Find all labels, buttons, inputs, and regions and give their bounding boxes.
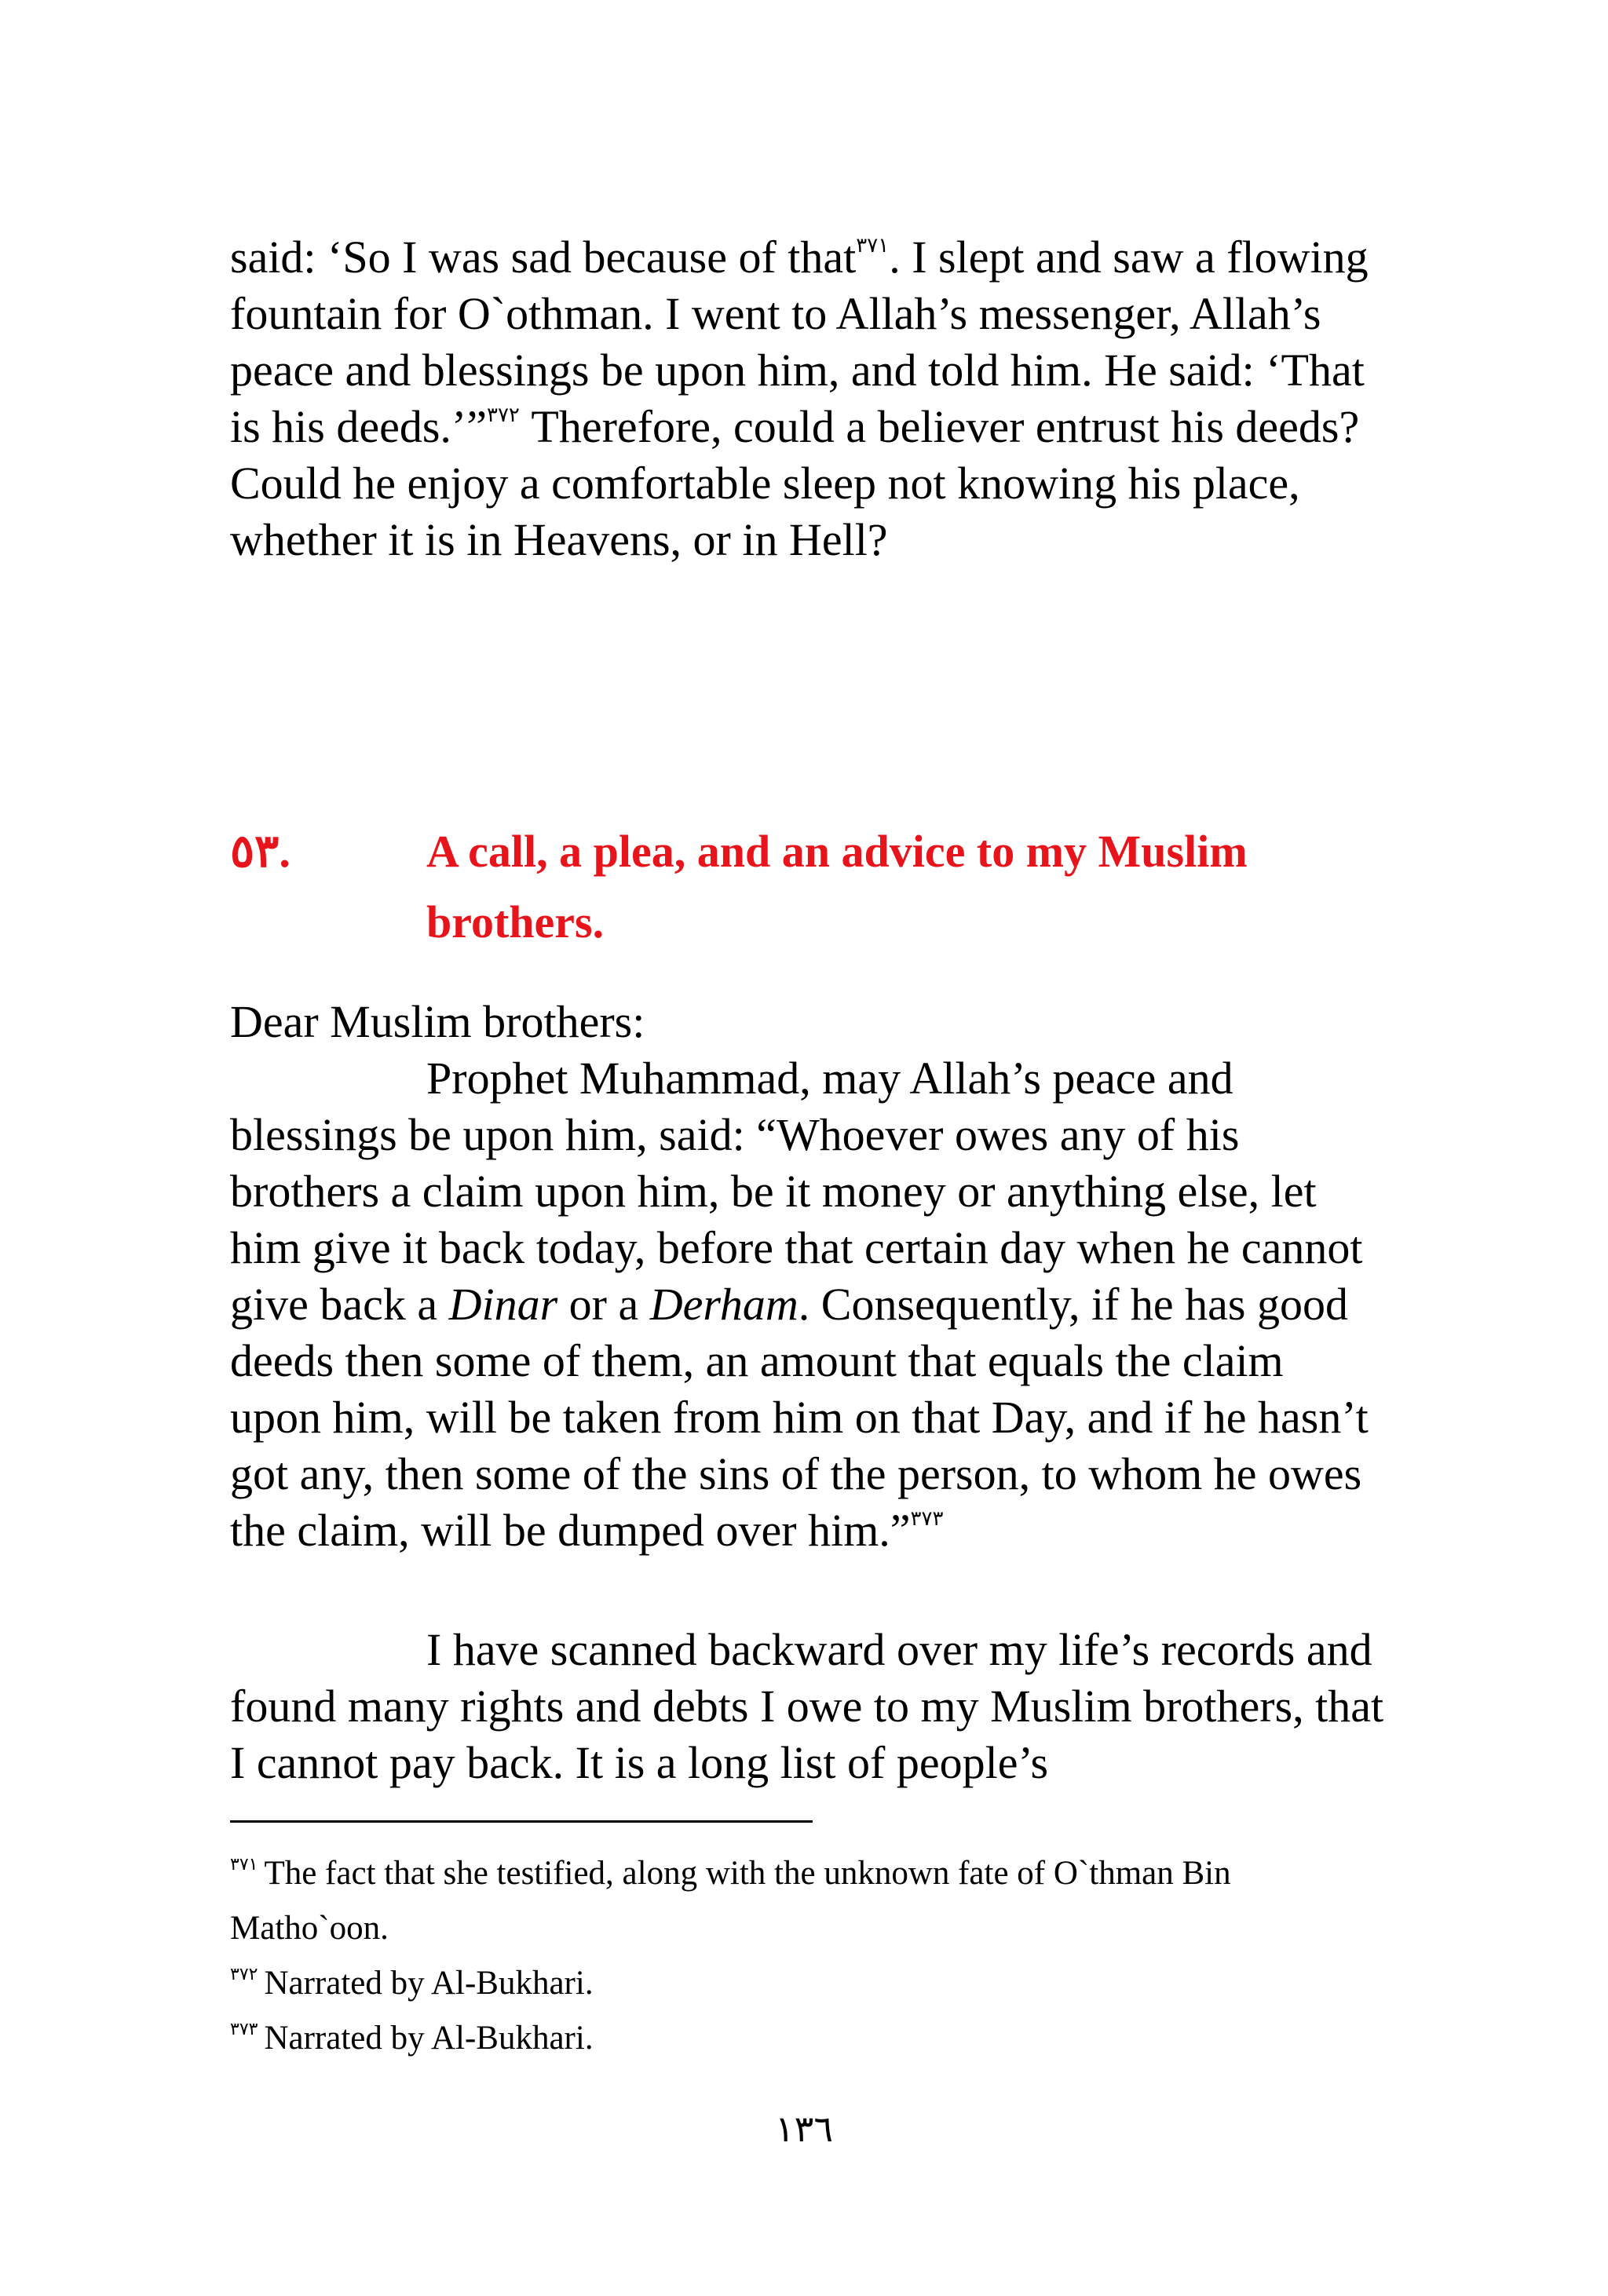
footnote-separator (230, 1820, 813, 1823)
footnote-text: The fact that she testified, along with the unknown fate of O`thman Bin Matho`oon. (230, 1855, 1231, 1947)
continued-paragraph (230, 229, 1384, 568)
section-title: A call, a plea, and an advice to my Muslim brothers. (426, 826, 1248, 947)
records-paragraph (230, 1622, 1384, 1791)
footnote-mark: ٣٧٣ (230, 2019, 258, 2039)
paragraph-text: Prophet Muhammad, may Allah’s peace and blessings be upon him, said: “Whoever owes any of his brothers a claim upon him, be it money or anything else, let him give it back today, before that certain day when he cannot give back a (230, 1053, 1363, 1330)
section-number: ٥٣. (230, 826, 291, 877)
footnote-ref-373[interactable]: ٣٧٣ (910, 1507, 944, 1530)
footnote-372 (230, 1956, 1384, 2011)
footnote-ref-371[interactable]: ٣٧١ (856, 234, 890, 257)
paragraph-text: I have scanned backward over my life’s records and found many rights and debts I owe to my Muslim brothers, that I cannot pay back. It is a long list of people’s (230, 1624, 1384, 1788)
footnote-ref-372[interactable]: ٣٧٢ (487, 403, 520, 426)
paragraph-text: said: ‘So I was sad because of that (230, 232, 857, 283)
footnote-mark: ٣٧١ (230, 1854, 258, 1874)
term-dinar: Dinar (448, 1279, 558, 1330)
footnote-373 (230, 2011, 1384, 2066)
paragraph-text: Therefore, could a believer entrust his deeds? Could he enjoy a comfortable sleep not knowing his place, whether it is in Heavens, or in Hell? (230, 401, 1360, 565)
salutation: Dear Muslim brothers: (230, 996, 645, 1047)
footnote-text: Narrated by Al-Bukhari. (264, 2020, 594, 2057)
paragraph-text: . Consequently, if he has good deeds then some of them, an amount that equals the claim upon him, will be taken from him on that Day, and if he hasn’t got any, then some of the sins of the person, to whom he owes the claim, will be dumped over him.” (230, 1279, 1369, 1556)
section-heading (230, 816, 1408, 958)
paragraph-text: . I slept and saw a flowing fountain for O`othman. I went to Allah’s messenger, Allah’s peace and blessings be upon him, and told him. He said: ‘That is his deeds.’” (230, 232, 1369, 452)
paragraph-text: or a (557, 1279, 650, 1330)
footnote-mark: ٣٧٢ (230, 1964, 258, 1984)
footnote-text: Narrated by Al-Bukhari. (264, 1965, 594, 2002)
footnote-371 (230, 1846, 1384, 1956)
term-derham: Derham (649, 1279, 799, 1330)
hadith-paragraph (230, 1050, 1384, 1559)
footnotes (230, 1846, 1384, 2066)
page-number: ١٣٦ (774, 2109, 834, 2149)
